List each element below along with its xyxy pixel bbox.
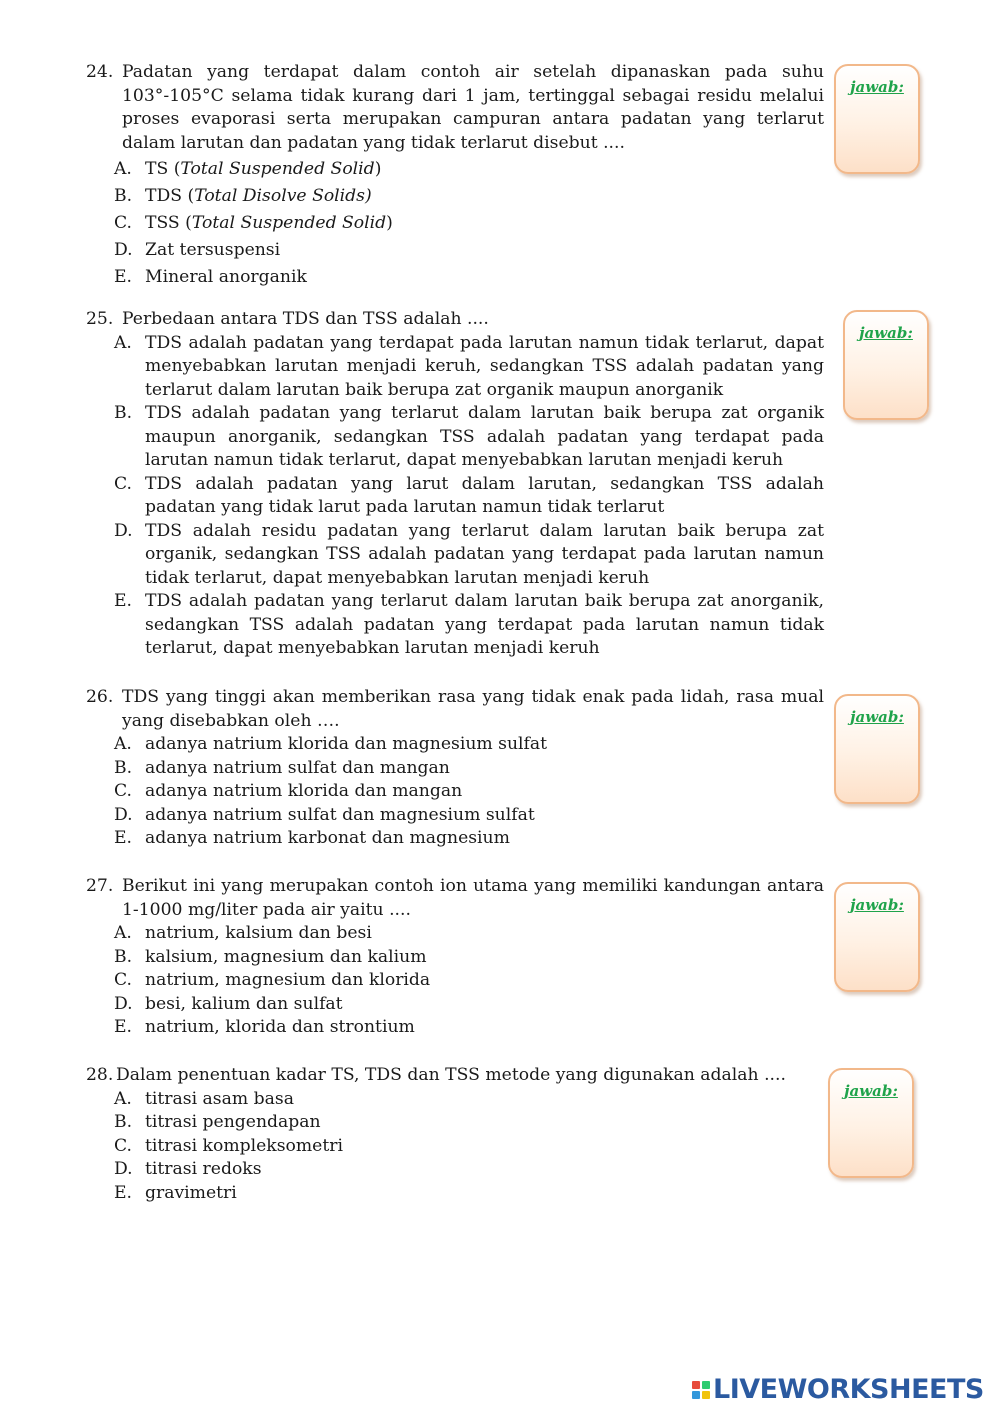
logo-square-icon (702, 1381, 710, 1389)
option-text: titrasi kompleksometri (145, 1135, 343, 1156)
question-text: Berikut ini yang merupakan contoh ion utama yang memiliki kandungan antara 1-1000 mg/liter pada air yaitu .... (122, 876, 824, 920)
option-c (114, 780, 824, 804)
option-text: adanya natrium klorida dan magnesium sulfat (145, 734, 548, 754)
answer-label: jawab: (850, 78, 904, 96)
question-25 (86, 308, 824, 661)
option-text: TDS adalah residu padatan yang terlarut dalam larutan baik berupa zat organik, sedangkan TSS adalah padatan yang terdapat pada larutan namun tidak terlarut, dapat menyebabkan larutan menjadi keruh (145, 520, 824, 588)
answer-label: jawab: (859, 324, 913, 342)
option-text: natrium, kalsium dan besi (145, 923, 372, 943)
question-number: 28. (86, 1065, 114, 1085)
option-b (114, 946, 824, 970)
option-a (114, 158, 824, 182)
option-text: natrium, klorida dan strontium (145, 1017, 415, 1037)
option-d (114, 804, 824, 828)
option-a (114, 733, 824, 757)
answer-box-24[interactable] (834, 64, 920, 174)
question-stem (86, 1064, 824, 1088)
option-text: natrium, magnesium dan klorida (145, 970, 431, 990)
question-stem (86, 61, 824, 155)
option-b (114, 1111, 824, 1135)
option-letter: D. (114, 993, 133, 1014)
brand-name: LIVEWORKSHEETS (713, 1374, 984, 1405)
question-28 (86, 1064, 824, 1205)
logo-square-icon (702, 1391, 710, 1399)
option-d (114, 1158, 824, 1182)
option-e (114, 1182, 824, 1206)
option-letter: C. (114, 781, 133, 801)
option-b (114, 185, 824, 209)
answer-label: jawab: (844, 1082, 898, 1100)
option-letter: C. (114, 473, 133, 494)
question-number: 27. (86, 876, 114, 896)
option-letter: B. (114, 403, 133, 423)
option-text: Zat tersuspensi (145, 240, 281, 261)
option-letter: A. (114, 332, 132, 353)
option-text: titrasi asam basa (145, 1088, 294, 1109)
option-text: TDS adalah padatan yang terdapat pada larutan namun tidak terlarut, dapat menyebabkan larutan menjadi keruh, sedangkan TSS adalah padatan yang terlarut dalam larutan baik berupa zat organik maupun anorganik (145, 332, 824, 400)
option-text: titrasi pengendapan (145, 1112, 321, 1132)
option-letter: B. (114, 1112, 133, 1132)
answer-label: jawab: (850, 896, 904, 914)
option-letter: E. (114, 1017, 133, 1037)
question-26 (86, 686, 824, 851)
option-letter: B. (114, 946, 133, 967)
option-letter: E. (114, 266, 133, 287)
option-e (114, 1016, 824, 1040)
option-letter: C. (114, 970, 133, 990)
question-stem (86, 686, 824, 733)
question-24 (86, 61, 824, 289)
option-text: TS (Total Suspended Solid) (145, 159, 382, 180)
logo-square-icon (692, 1391, 700, 1399)
option-letter: D. (114, 520, 133, 541)
question-text: Perbedaan antara TDS dan TSS adalah .... (122, 309, 489, 329)
option-c (114, 969, 824, 993)
answer-box-28[interactable] (828, 1068, 914, 1178)
option-letter: A. (114, 159, 132, 180)
question-stem (86, 875, 824, 922)
option-letter: E. (114, 828, 133, 848)
option-e (114, 827, 824, 851)
option-b (114, 402, 824, 473)
option-text: titrasi redoks (145, 1159, 262, 1179)
option-a (114, 1088, 824, 1112)
option-e (114, 590, 824, 661)
answer-box-26[interactable] (834, 694, 920, 804)
option-a (114, 922, 824, 946)
answer-box-27[interactable] (834, 882, 920, 992)
option-letter: C. (114, 213, 133, 234)
option-letter: A. (114, 923, 132, 943)
option-a (114, 332, 824, 403)
option-text: TSS (Total Suspended Solid) (145, 213, 393, 234)
option-text: TDS adalah padatan yang terlarut dalam larutan baik berupa zat anorganik, sedangkan TSS adalah padatan yang terdapat pada larutan namun tidak terlarut, dapat menyebabkan larutan menjadi keruh (145, 591, 824, 658)
option-letter: D. (114, 804, 133, 825)
option-letter: D. (114, 240, 133, 261)
option-e (114, 266, 824, 290)
option-text: adanya natrium karbonat dan magnesium (145, 828, 510, 848)
question-27 (86, 875, 824, 1040)
option-letter: C. (114, 1135, 133, 1156)
question-number: 26. (86, 687, 114, 707)
answer-label: jawab: (850, 708, 904, 726)
option-text: TDS adalah padatan yang larut dalam larutan, sedangkan TSS adalah padatan yang tidak larut pada larutan namun tidak terlarut (145, 473, 824, 517)
option-c (114, 1135, 824, 1159)
option-c (114, 473, 824, 520)
question-text: Dalam penentuan kadar TS, TDS dan TSS metode yang digunakan adalah .... (116, 1065, 786, 1085)
option-letter: B. (114, 757, 133, 778)
option-b (114, 757, 824, 781)
option-text: TDS adalah padatan yang terlarut dalam larutan baik berupa zat organik maupun anorganik, sedangkan TSS adalah padatan yang terdapat pada larutan namun tidak terlarut, dapat menyebabkan larutan menjadi keruh (145, 403, 824, 470)
answer-box-25[interactable] (843, 310, 929, 420)
logo-square-icon (692, 1381, 700, 1389)
option-letter: D. (114, 1159, 133, 1179)
question-stem (86, 308, 824, 332)
option-text: adanya natrium sulfat dan magnesium sulfat (145, 804, 535, 825)
question-text: Padatan yang terdapat dalam contoh air setelah dipanaskan pada suhu 103°-105°C selama tidak kurang dari 1 jam, tertinggal sebagai residu melalui proses evaporasi serta merupakan campuran antara padatan yang terlarut dalam larutan dan padatan yang tidak terlarut disebut .... (122, 62, 824, 153)
option-letter: E. (114, 591, 133, 611)
logo-grid-icon (692, 1381, 710, 1399)
option-d (114, 993, 824, 1017)
option-letter: E. (114, 1182, 133, 1203)
option-c (114, 212, 824, 236)
option-letter: A. (114, 734, 132, 754)
option-text: Mineral anorganik (145, 266, 307, 287)
option-text: gravimetri (145, 1182, 237, 1203)
option-text: adanya natrium sulfat dan mangan (145, 757, 450, 778)
option-d (114, 239, 824, 263)
question-text: TDS yang tinggi akan memberikan rasa yang tidak enak pada lidah, rasa mual yang disebabkan oleh …. (122, 687, 824, 731)
option-letter: A. (114, 1088, 132, 1109)
option-text: adanya natrium klorida dan mangan (145, 781, 463, 801)
question-number: 25. (86, 309, 114, 329)
liveworksheets-logo (692, 1374, 984, 1405)
option-text: TDS (Total Disolve Solids) (145, 186, 372, 207)
question-number: 24. (86, 62, 114, 82)
option-d (114, 520, 824, 591)
option-text: kalsium, magnesium dan kalium (145, 946, 427, 967)
option-letter: B. (114, 186, 133, 207)
option-text: besi, kalium dan sulfat (145, 993, 343, 1014)
